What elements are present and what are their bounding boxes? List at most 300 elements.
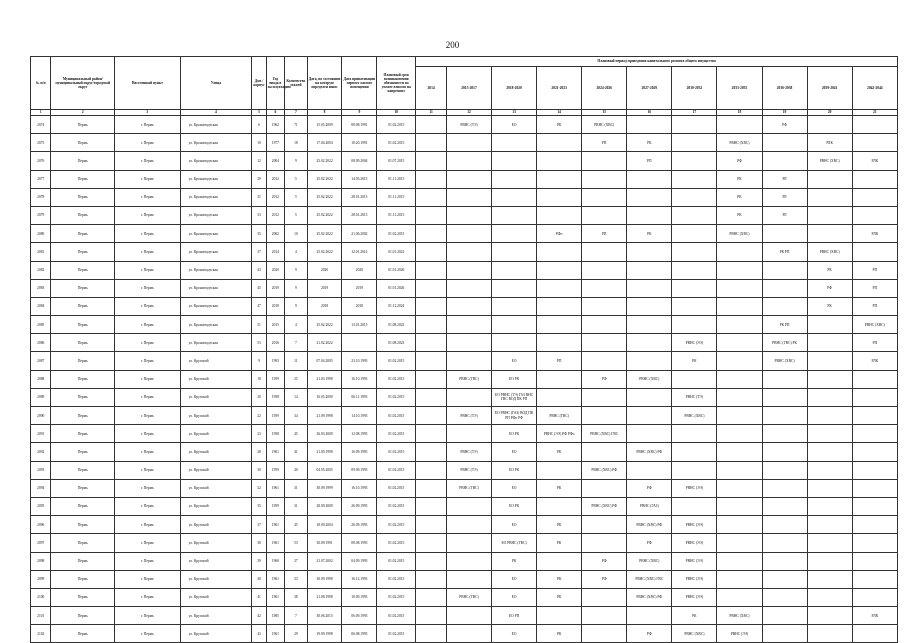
cell-year-built: 1958 — [266, 388, 284, 406]
cell-date-privatization: 13.01.2015 — [342, 316, 377, 334]
cell-planned-deadline: 01.11.2015 — [377, 188, 416, 206]
cell-settlement: г. Пермь — [115, 352, 181, 370]
cell-period-work — [446, 352, 491, 370]
header-period: 2033-2035 — [717, 67, 762, 110]
cell-house: 23 — [252, 425, 266, 443]
cell-period-work — [807, 443, 852, 461]
cell-period-work — [446, 279, 491, 297]
cell-period-work — [807, 225, 852, 243]
table-row — [31, 388, 898, 406]
cell-municipality: Пермь — [51, 152, 115, 170]
cell-date-inspection: 19.09.1998 — [307, 625, 342, 643]
cell-floors: 38 — [285, 588, 308, 606]
cell-street: ул. Кронштадтская — [180, 316, 252, 334]
cell-period-work: РВНС (ХВС) РФ — [627, 516, 672, 534]
table-row — [31, 570, 898, 588]
cell-period-work: РК — [492, 552, 537, 570]
cell-period-work — [446, 334, 491, 352]
cell-planned-deadline: 01.02.2015 — [377, 388, 416, 406]
cell-period-work: РЛК — [852, 607, 897, 625]
cell-num: 2098 — [31, 552, 51, 570]
cell-planned-deadline: 01.02.2015 — [377, 516, 416, 534]
column-index-cell: 2 — [51, 110, 115, 116]
cell-house: 20 — [252, 388, 266, 406]
cell-period-work — [416, 279, 447, 297]
cell-period-work: РК — [807, 261, 852, 279]
cell-date-inspection: 04.05.2005 — [307, 461, 342, 479]
cell-planned-deadline: 01.02.2015 — [377, 607, 416, 625]
cell-year-built: 1961 — [266, 516, 284, 534]
cell-period-work — [807, 497, 852, 515]
cell-period-work — [807, 607, 852, 625]
cell-year-built: 1962 — [266, 116, 284, 134]
cell-house: 43 — [252, 625, 266, 643]
cell-period-work — [582, 316, 627, 334]
cell-house: 22 — [252, 407, 266, 425]
cell-period-work — [807, 352, 852, 370]
cell-period-work — [672, 461, 717, 479]
cell-period-work — [627, 243, 672, 261]
cell-period-work: РФ — [627, 625, 672, 643]
cell-floors: 9 — [285, 279, 308, 297]
cell-period-work — [582, 388, 627, 406]
cell-date-privatization: 08.08.1993 — [342, 534, 377, 552]
cell-period-work — [416, 316, 447, 334]
header-house: Дом / корпус — [252, 57, 266, 110]
cell-period-work — [852, 134, 897, 152]
cell-num: 2081 — [31, 243, 51, 261]
cell-period-work: РВНС (ХВС) — [807, 152, 852, 170]
cell-period-work — [582, 188, 627, 206]
cell-municipality: Пермь — [51, 425, 115, 443]
cell-period-work — [627, 352, 672, 370]
cell-period-work: ЕО РК — [492, 370, 537, 388]
cell-period-work — [627, 407, 672, 425]
cell-period-work: РП — [852, 297, 897, 315]
cell-period-work — [582, 261, 627, 279]
cell-period-work — [537, 297, 582, 315]
cell-street: ул. Крупской — [180, 352, 252, 370]
cell-period-work — [582, 297, 627, 315]
cell-period-work: ЕО — [492, 443, 537, 461]
cell-period-work — [537, 134, 582, 152]
cell-date-privatization: 06.08.1993 — [342, 625, 377, 643]
cell-num: 2092 — [31, 443, 51, 461]
cell-settlement: г. Пермь — [115, 297, 181, 315]
table-row — [31, 479, 898, 497]
cell-floors: 41 — [285, 443, 308, 461]
cell-period-work: РВНС (ХВС) — [627, 370, 672, 388]
table-row — [31, 516, 898, 534]
cell-period-work — [807, 116, 852, 134]
cell-municipality: Пермь — [51, 588, 115, 606]
cell-period-work: РК — [807, 297, 852, 315]
cell-settlement: г. Пермь — [115, 588, 181, 606]
cell-period-work: РП — [852, 261, 897, 279]
cell-house: 30 — [252, 461, 266, 479]
header-street: Улица — [180, 57, 252, 110]
cell-period-work — [582, 588, 627, 606]
cell-settlement: г. Пермь — [115, 461, 181, 479]
column-index-cell: 5 — [252, 110, 266, 116]
cell-settlement: г. Пермь — [115, 497, 181, 515]
cell-period-work — [446, 206, 491, 224]
cell-date-privatization: 2020 — [342, 261, 377, 279]
cell-num: 2082 — [31, 261, 51, 279]
cell-period-work: РВНС (ХВС) — [852, 316, 897, 334]
cell-period-work — [807, 170, 852, 188]
cell-period-work — [492, 316, 537, 334]
cell-period-work — [717, 297, 762, 315]
cell-street: ул. Крупской — [180, 552, 252, 570]
cell-period-work — [416, 461, 447, 479]
cell-period-work — [446, 297, 491, 315]
cell-period-work: РВНС (ЭЭ) — [717, 625, 762, 643]
cell-period-work: РК РП — [762, 243, 807, 261]
cell-period-work — [762, 534, 807, 552]
cell-period-work — [446, 552, 491, 570]
cell-planned-deadline: 01.07.2015 — [377, 152, 416, 170]
cell-municipality: Пермь — [51, 370, 115, 388]
cell-period-work — [446, 425, 491, 443]
table-row — [31, 407, 898, 425]
table-row — [31, 334, 898, 352]
cell-street: ул. Кронштадтская — [180, 297, 252, 315]
cell-date-privatization: 16.09.1993 — [342, 443, 377, 461]
column-index-cell: 14 — [537, 110, 582, 116]
cell-period-work — [537, 370, 582, 388]
cell-period-work — [446, 570, 491, 588]
cell-planned-deadline: 01.02.2015 — [377, 443, 416, 461]
cell-period-work: РВНС (ЭЭ) — [672, 588, 717, 606]
cell-period-work — [762, 516, 807, 534]
cell-house: 47 — [252, 297, 266, 315]
cell-num: 2080 — [31, 225, 51, 243]
cell-num: 2078 — [31, 188, 51, 206]
cell-period-work — [582, 443, 627, 461]
cell-period-work: РВНС (ГВС) РК — [762, 334, 807, 352]
cell-settlement: г. Пермь — [115, 225, 181, 243]
cell-period-work — [582, 170, 627, 188]
cell-period-work: РК — [537, 443, 582, 461]
cell-period-work — [672, 425, 717, 443]
cell-street: ул. Кронштадтская — [180, 225, 252, 243]
cell-period-work — [416, 116, 447, 134]
cell-period-work — [627, 297, 672, 315]
header-period: 2027-2029 — [627, 67, 672, 110]
cell-period-work — [416, 152, 447, 170]
cell-period-work — [627, 388, 672, 406]
cell-num: 2077 — [31, 170, 51, 188]
column-index-cell: 8 — [307, 110, 342, 116]
cell-period-work — [446, 188, 491, 206]
cell-period-work — [582, 279, 627, 297]
header-period: 2042-2044 — [852, 67, 897, 110]
cell-settlement: г. Пермь — [115, 206, 181, 224]
cell-date-inspection: 25.02.2022 — [307, 188, 342, 206]
cell-planned-deadline: 01.02.2015 — [377, 352, 416, 370]
cell-period-work — [762, 570, 807, 588]
cell-period-work — [807, 534, 852, 552]
cell-period-work — [717, 497, 762, 515]
table-row — [31, 588, 898, 606]
cell-period-work — [807, 370, 852, 388]
cell-planned-deadline: 01.01.2026 — [377, 279, 416, 297]
cell-period-work — [537, 206, 582, 224]
cell-date-inspection: 21.02.2022 — [307, 334, 342, 352]
cell-planned-deadline: 01.01.2022 — [377, 243, 416, 261]
table-row — [31, 243, 898, 261]
cell-period-work: РВНС (ЭЭ) — [672, 552, 717, 570]
cell-period-work — [416, 388, 447, 406]
header-planned-deadline: Плановый срок возникновения обязанности по уплате взносов на капремонт — [377, 57, 416, 110]
cell-period-work: РК — [537, 534, 582, 552]
cell-period-work — [852, 570, 897, 588]
table-row — [31, 170, 898, 188]
cell-municipality: Пермь — [51, 516, 115, 534]
cell-period-work — [492, 188, 537, 206]
cell-period-work — [416, 297, 447, 315]
cell-num: 2096 — [31, 516, 51, 534]
cell-floors: 4 — [285, 243, 308, 261]
cell-settlement: г. Пермь — [115, 552, 181, 570]
cell-period-work — [416, 170, 447, 188]
cell-period-work: РВНС (ХВС) — [582, 116, 627, 134]
cell-year-built: 2012 — [266, 188, 284, 206]
header-period: 2021-2023 — [537, 67, 582, 110]
cell-num: 2085 — [31, 316, 51, 334]
column-index-cell: 3 — [115, 110, 181, 116]
cell-period-work — [762, 225, 807, 243]
cell-period-work — [762, 625, 807, 643]
cell-num: 2091 — [31, 425, 51, 443]
cell-period-work — [627, 170, 672, 188]
cell-period-work: ЕО РК — [492, 461, 537, 479]
cell-period-work — [492, 334, 537, 352]
cell-period-work — [762, 370, 807, 388]
cell-floors: 9 — [285, 152, 308, 170]
cell-period-work — [492, 243, 537, 261]
cell-period-work: РП — [627, 152, 672, 170]
cell-period-work — [762, 552, 807, 570]
column-index-cell: 10 — [377, 110, 416, 116]
cell-date-privatization: 16.12.1993 — [342, 570, 377, 588]
cell-floors: 40 — [285, 461, 308, 479]
cell-date-inspection: 28.09.2000 — [307, 497, 342, 515]
cell-period-work — [582, 607, 627, 625]
cell-period-work: РК — [537, 479, 582, 497]
header-settlement: Населенный пункт — [115, 57, 181, 110]
cell-house: 12 — [252, 152, 266, 170]
cell-date-privatization: 04.09.1993 — [342, 552, 377, 570]
cell-period-work: РВНС (ЭЭ) — [672, 516, 717, 534]
cell-period-work: РФ — [582, 552, 627, 570]
cell-period-work — [582, 516, 627, 534]
cell-period-work — [717, 588, 762, 606]
cell-street: ул. Крупской — [180, 497, 252, 515]
cell-period-work — [852, 534, 897, 552]
cell-municipality: Пермь — [51, 443, 115, 461]
cell-period-work: РВНС (ХВС) — [717, 225, 762, 243]
cell-period-work — [537, 552, 582, 570]
cell-period-work: РФ — [627, 534, 672, 552]
cell-period-work — [762, 588, 807, 606]
cell-date-privatization: 08.09.2004 — [342, 152, 377, 170]
cell-municipality: Пермь — [51, 497, 115, 515]
cell-period-work — [717, 261, 762, 279]
header-row-top — [31, 57, 898, 67]
cell-planned-deadline: 01.02.2015 — [377, 134, 416, 152]
table-row — [31, 116, 898, 134]
cell-num: 2089 — [31, 388, 51, 406]
cell-period-work: РВНС (ХВС) — [672, 407, 717, 425]
cell-period-work — [807, 407, 852, 425]
cell-house: 39 — [252, 552, 266, 570]
cell-period-work — [717, 388, 762, 406]
cell-period-work — [416, 225, 447, 243]
cell-period-work: РК — [717, 206, 762, 224]
cell-period-work — [492, 261, 537, 279]
cell-date-inspection: 2018 — [307, 297, 342, 315]
cell-municipality: Пермь — [51, 334, 115, 352]
cell-period-work — [416, 497, 447, 515]
header-floors: Количество этажей — [285, 57, 308, 110]
cell-street: ул. Крупской — [180, 588, 252, 606]
cell-planned-deadline: 01.02.2015 — [377, 552, 416, 570]
cell-num: 2093 — [31, 461, 51, 479]
cell-floors: 14 — [285, 388, 308, 406]
cell-period-work — [416, 425, 447, 443]
cell-period-work — [492, 134, 537, 152]
cell-period-work — [582, 334, 627, 352]
cell-period-work: РВНС (ХВС) РФ — [627, 443, 672, 461]
cell-num: 2079 — [31, 206, 51, 224]
cell-period-work — [627, 206, 672, 224]
cell-num: 2088 — [31, 370, 51, 388]
cell-house: 37 — [252, 243, 266, 261]
cell-period-work — [717, 334, 762, 352]
cell-num: 2102 — [31, 625, 51, 643]
cell-num: 2090 — [31, 407, 51, 425]
cell-period-work — [672, 152, 717, 170]
cell-period-work: ЕО — [492, 116, 537, 134]
cell-floors: 29 — [285, 625, 308, 643]
cell-period-work — [762, 479, 807, 497]
cell-period-work — [627, 607, 672, 625]
cell-period-work — [446, 225, 491, 243]
cell-year-built: 2020 — [266, 261, 284, 279]
cell-num: 2086 — [31, 334, 51, 352]
cell-period-work — [717, 425, 762, 443]
cell-planned-deadline: 01.02.2015 — [377, 370, 416, 388]
cell-settlement: г. Пермь — [115, 261, 181, 279]
cell-street: ул. Крупской — [180, 607, 252, 625]
cell-settlement: г. Пермь — [115, 388, 181, 406]
cell-settlement: г. Пермь — [115, 370, 181, 388]
cell-period-work — [672, 116, 717, 134]
cell-planned-deadline: 01.02.2015 — [377, 625, 416, 643]
column-index-cell: 15 — [582, 110, 627, 116]
cell-period-work: РВНС (ГВС) — [446, 370, 491, 388]
cell-period-work: РЛ — [762, 170, 807, 188]
cell-period-work — [672, 243, 717, 261]
cell-date-privatization: 10.09.1993 — [342, 588, 377, 606]
cell-settlement: г. Пермь — [115, 334, 181, 352]
cell-period-work: ЕО РК — [492, 497, 537, 515]
cell-settlement: г. Пермь — [115, 316, 181, 334]
cell-period-work — [416, 243, 447, 261]
table-row — [31, 552, 898, 570]
cell-period-work — [717, 243, 762, 261]
cell-settlement: г. Пермь — [115, 279, 181, 297]
cell-date-inspection: 25.02.2022 — [307, 316, 342, 334]
cell-municipality: Пермь — [51, 261, 115, 279]
cell-house: 53 — [252, 334, 266, 352]
cell-planned-deadline: 01.02.2015 — [377, 588, 416, 606]
cell-period-work — [537, 279, 582, 297]
cell-street: ул. Крупской — [180, 370, 252, 388]
header-municipality: Муниципальный район/ муниципальный округ/городской округ — [51, 57, 115, 110]
cell-period-work — [627, 316, 672, 334]
table-row — [31, 261, 898, 279]
cell-period-work: РВНС (ГАЗ) — [627, 497, 672, 515]
cell-period-work — [672, 497, 717, 515]
cell-period-work — [852, 188, 897, 206]
cell-period-work — [762, 461, 807, 479]
cell-municipality: Пермь — [51, 352, 115, 370]
page-number: 200 — [445, 40, 460, 50]
cell-period-work — [416, 261, 447, 279]
table-row — [31, 534, 898, 552]
cell-period-work — [807, 316, 852, 334]
cell-year-built: 2015 — [266, 316, 284, 334]
cell-period-work — [537, 461, 582, 479]
cell-period-work: РВНС (ГВС) — [446, 479, 491, 497]
cell-period-work — [416, 352, 447, 370]
cell-period-work — [416, 570, 447, 588]
cell-num: 2083 — [31, 279, 51, 297]
cell-date-privatization: 23.10.1993 — [342, 352, 377, 370]
cell-period-work: РК — [537, 625, 582, 643]
cell-period-work: ЕО — [492, 352, 537, 370]
cell-street: ул. Кронштадтская — [180, 261, 252, 279]
cell-date-inspection: 21.03.1998 — [307, 370, 342, 388]
cell-floors: 5 — [285, 188, 308, 206]
cell-period-work: РП — [852, 279, 897, 297]
cell-period-work — [807, 570, 852, 588]
cell-street: ул. Крупской — [180, 570, 252, 588]
cell-period-work — [762, 152, 807, 170]
cell-period-work — [762, 279, 807, 297]
cell-period-work: РЛ — [762, 188, 807, 206]
cell-period-work — [416, 607, 447, 625]
cell-period-work: РВНС (ХВС) — [717, 607, 762, 625]
cell-municipality: Пермь — [51, 316, 115, 334]
cell-period-work: РК — [717, 170, 762, 188]
cell-floors: 45 — [285, 425, 308, 443]
cell-period-work — [807, 588, 852, 606]
cell-municipality: Пермь — [51, 570, 115, 588]
cell-municipality: Пермь — [51, 625, 115, 643]
cell-period-work — [807, 625, 852, 643]
cell-period-work — [672, 316, 717, 334]
cell-period-work: РП — [582, 225, 627, 243]
cell-period-work: РФ — [582, 570, 627, 588]
cell-settlement: г. Пермь — [115, 170, 181, 188]
cell-street: ул. Кронштадтская — [180, 116, 252, 134]
cell-period-work: РФ — [807, 279, 852, 297]
cell-planned-deadline: 01.02.2015 — [377, 225, 416, 243]
